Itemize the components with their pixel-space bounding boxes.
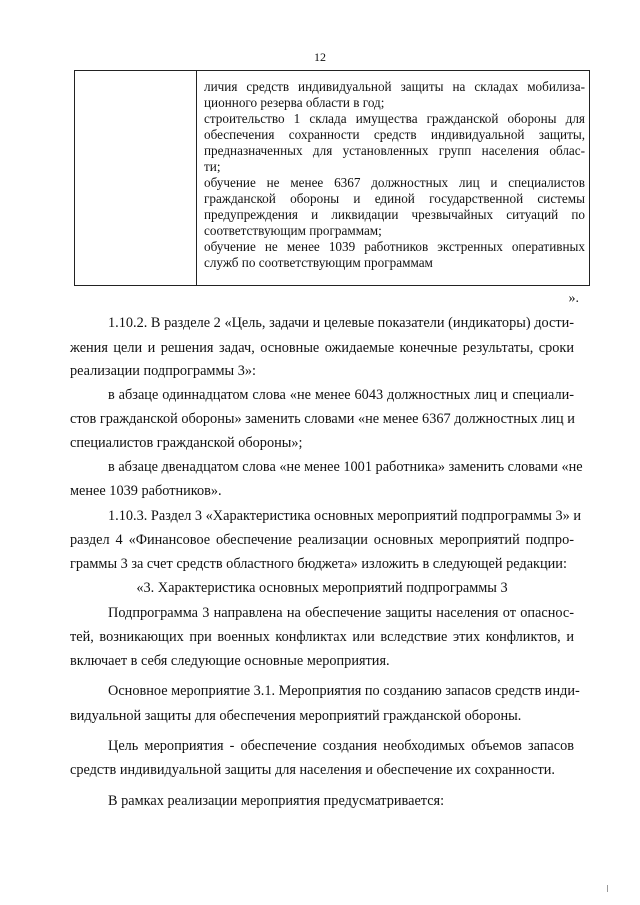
paragraph-line: в абзаце одиннадцатом слова «не менее 6043 должностных лиц и специали- — [108, 387, 574, 403]
scan-edge-mark — [607, 885, 608, 892]
page-number: 12 — [314, 50, 326, 64]
paragraph-line: включает в себя следующие основные мероприятия. — [70, 653, 390, 669]
paragraph-line: тей, возникающих при военных конфликтах или вследствие этих конфликтов, и — [70, 629, 574, 645]
paragraph-line: менее 1039 работников». — [70, 483, 222, 499]
paragraph-line: раздел 4 «Финансовое обеспечение реализации основных мероприятий подпро- — [70, 532, 574, 548]
table-text-line: строительство 1 склада имущества гражданской обороны для — [204, 111, 585, 126]
paragraph-line: Цель мероприятия - обеспечение создания необходимых объемов запасов — [108, 738, 574, 754]
closing-quote-mark: ». — [568, 291, 579, 306]
paragraph-line: Подпрограмма 3 направлена на обеспечение защиты населения от опаснос- — [108, 605, 574, 621]
table-text-line: обеспечения сохранности средств индивидуальной защиты, — [204, 127, 585, 142]
table-text-line: обучение не менее 6367 должностных лиц и специалистов — [204, 175, 585, 190]
continuation-table — [74, 70, 590, 286]
paragraph-line: 1.10.2. В разделе 2 «Цель, задачи и целевые показатели (индикаторы) дости- — [108, 315, 574, 331]
paragraph-line: специалистов гражданской обороны»; — [70, 435, 303, 451]
paragraph-line: жения цели и решения задач, основные ожидаемые конечные результаты, сроки — [70, 340, 574, 356]
paragraph-line: в абзаце двенадцатом слова «не менее 1001 работника» заменить словами «не — [108, 459, 583, 475]
table-text-line: предназначенных для установленных групп населения облас- — [204, 143, 585, 158]
table-text-line: гражданской обороны и единой государственной системы — [204, 191, 585, 206]
table-left-cell — [75, 71, 197, 285]
table-text-line: ционного резерва области в год; — [204, 95, 385, 110]
table-right-cell — [197, 71, 589, 285]
table-text-line: соответствующим программам; — [204, 223, 382, 238]
paragraph-line: В рамках реализации мероприятия предусматривается: — [108, 793, 445, 809]
table-text-line: служб по соответствующим программам — [204, 255, 433, 270]
paragraph-line: граммы 3 за счет средств областного бюджета» изложить в следующей редакции: — [70, 556, 567, 572]
paragraph-line: видуальной защиты для обеспечения мероприятий гражданской обороны. — [70, 708, 522, 724]
paragraph-line: реализации подпрограммы 3»: — [70, 363, 256, 379]
paragraph-line: стов гражданской обороны» заменить словами «не менее 6367 должностных лиц и — [70, 411, 575, 427]
table-text-line: ти; — [204, 159, 221, 174]
table-text-line: обучение не менее 1039 работников экстренных оперативных — [204, 239, 585, 254]
table-text-line: предупреждения и ликвидации чрезвычайных ситуаций по — [204, 207, 585, 222]
paragraph-line: средств индивидуальной защиты для населения и обеспечение их сохранности. — [70, 762, 555, 778]
table-text-line: личия средств индивидуальной защиты на складах мобилиза- — [204, 79, 585, 94]
section-heading: «3. Характеристика основных мероприятий подпрограммы 3 — [136, 580, 508, 596]
paragraph-line: 1.10.3. Раздел 3 «Характеристика основных мероприятий подпрограммы 3» и — [108, 508, 581, 524]
paragraph-line: Основное мероприятие 3.1. Мероприятия по созданию запасов средств инди- — [108, 683, 580, 699]
